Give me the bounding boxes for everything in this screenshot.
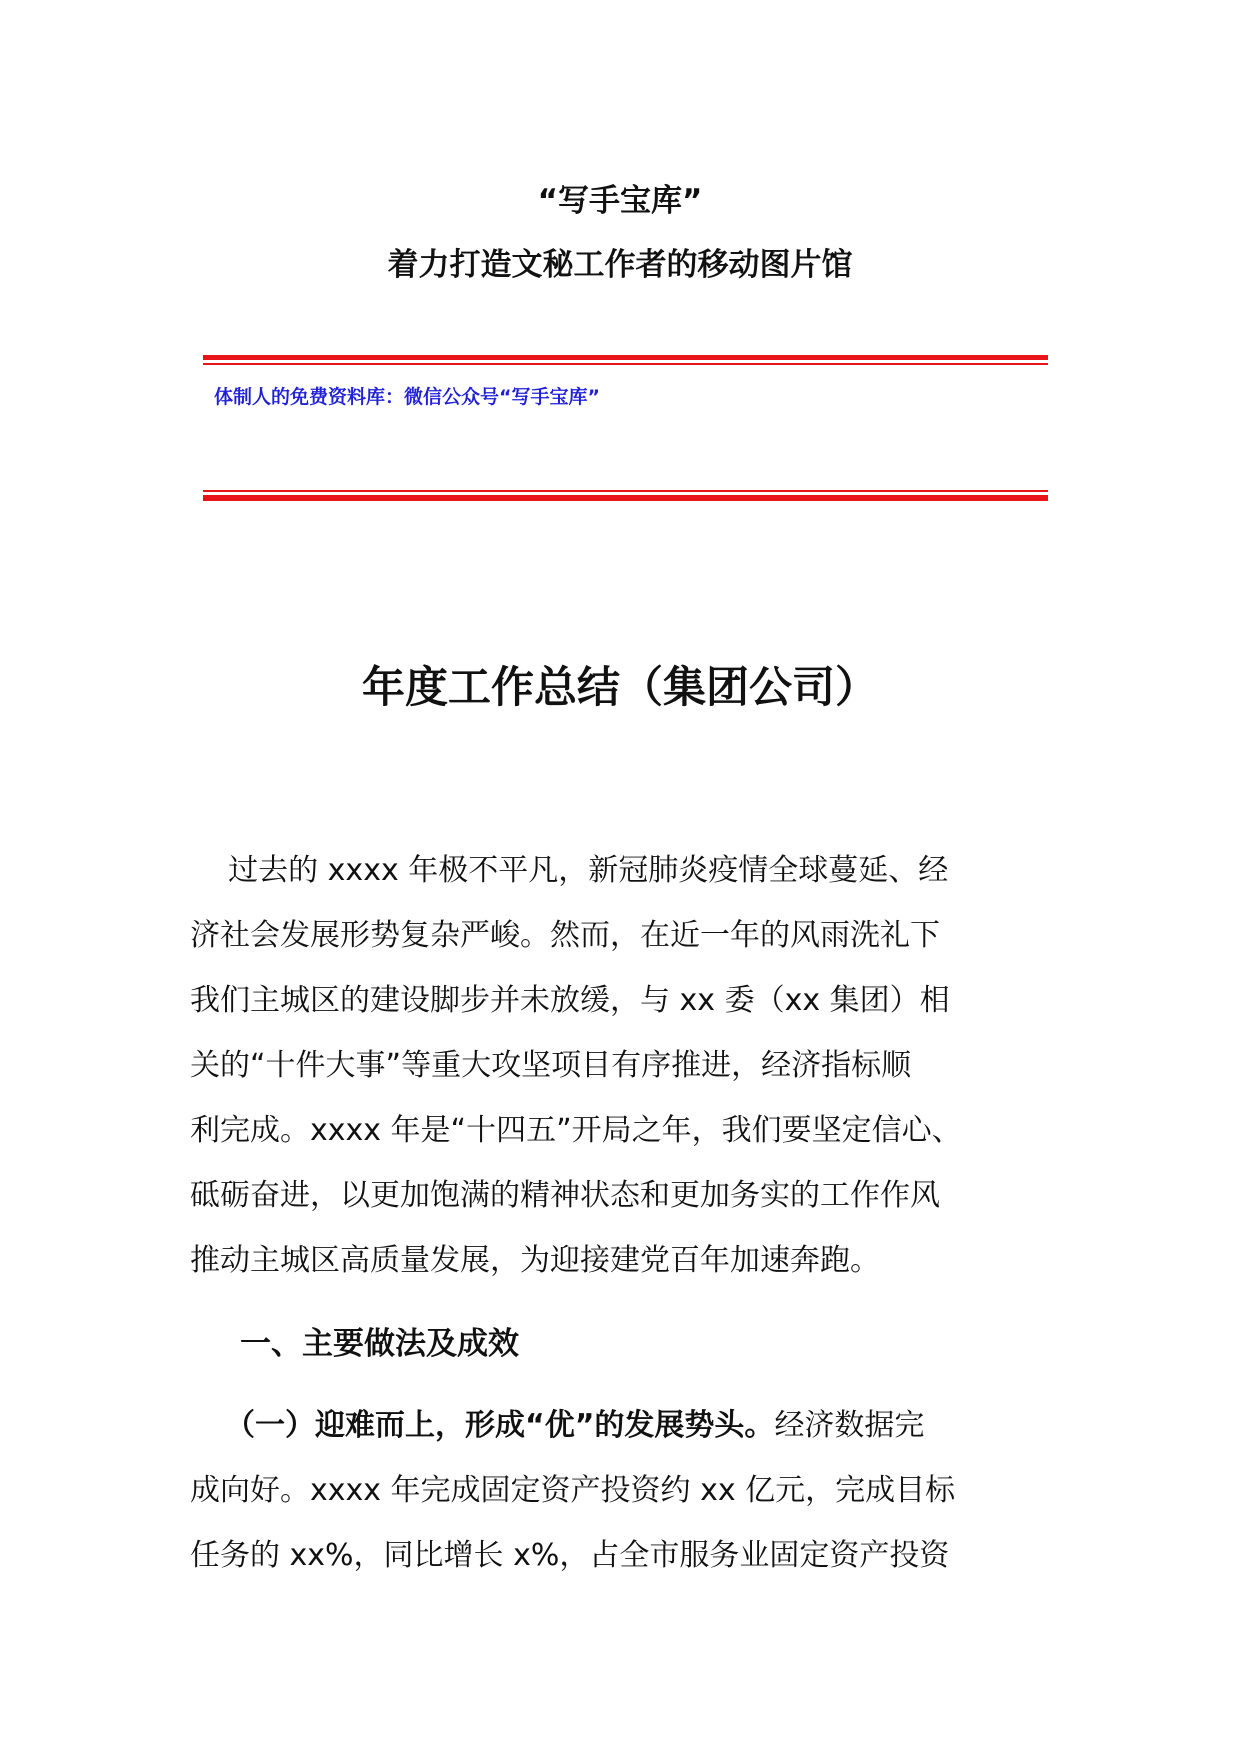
red-rule-top-thin xyxy=(203,363,1048,365)
intro-paragraph xyxy=(190,838,1060,1293)
section-sub-heading: （一）迎难而上，形成“优”的发展势头。 xyxy=(225,1408,775,1443)
intro-line: 推动主城区高质量发展，为迎接建党百年加速奔跑。 xyxy=(190,1243,880,1278)
intro-line: 砥砺奋进，以更加饱满的精神状态和更加务实的工作作风 xyxy=(190,1178,940,1213)
section-1-line: 任务的 xx%，同比增长 x%，占全市服务业固定资产投资 xyxy=(190,1538,950,1573)
red-rule-bottom-thin xyxy=(203,490,1048,492)
document-title: 年度工作总结（集团公司） xyxy=(362,663,878,713)
intro-line: 过去的 xxxx 年极不平凡，新冠肺炎疫情全球蔓延、经 xyxy=(190,853,949,888)
red-rule-bottom-thick xyxy=(203,495,1048,501)
section-1-line: 成向好。xxxx 年完成固定资产投资约 xx 亿元，完成目标 xyxy=(190,1473,956,1508)
brand-slogan: 着力打造文秘工作者的移动图片馆 xyxy=(387,247,853,283)
promo-line: 体制人的免费资料库：微信公众号“写手宝库” xyxy=(214,386,600,408)
section-1-paragraph xyxy=(190,1393,1060,1588)
intro-line: 我们主城区的建设脚步并未放缓，与 xx 委（xx 集团）相 xyxy=(190,983,950,1018)
intro-line: 济社会发展形势复杂严峻。然而，在近一年的风雨洗礼下 xyxy=(190,918,940,953)
intro-line: 关的“十件大事”等重大攻坚项目有序推进，经济指标顺 xyxy=(190,1048,912,1083)
brand-title: “写手宝库” xyxy=(537,183,703,219)
intro-line: 利完成。xxxx 年是“十四五”开局之年，我们要坚定信心、 xyxy=(190,1113,962,1148)
red-rule-top-thick xyxy=(203,355,1048,360)
section-1-line-text: 经济数据完 xyxy=(774,1408,925,1443)
section-heading: 一、主要做法及成效 xyxy=(240,1326,519,1362)
section-1-first-line xyxy=(190,1393,1060,1458)
